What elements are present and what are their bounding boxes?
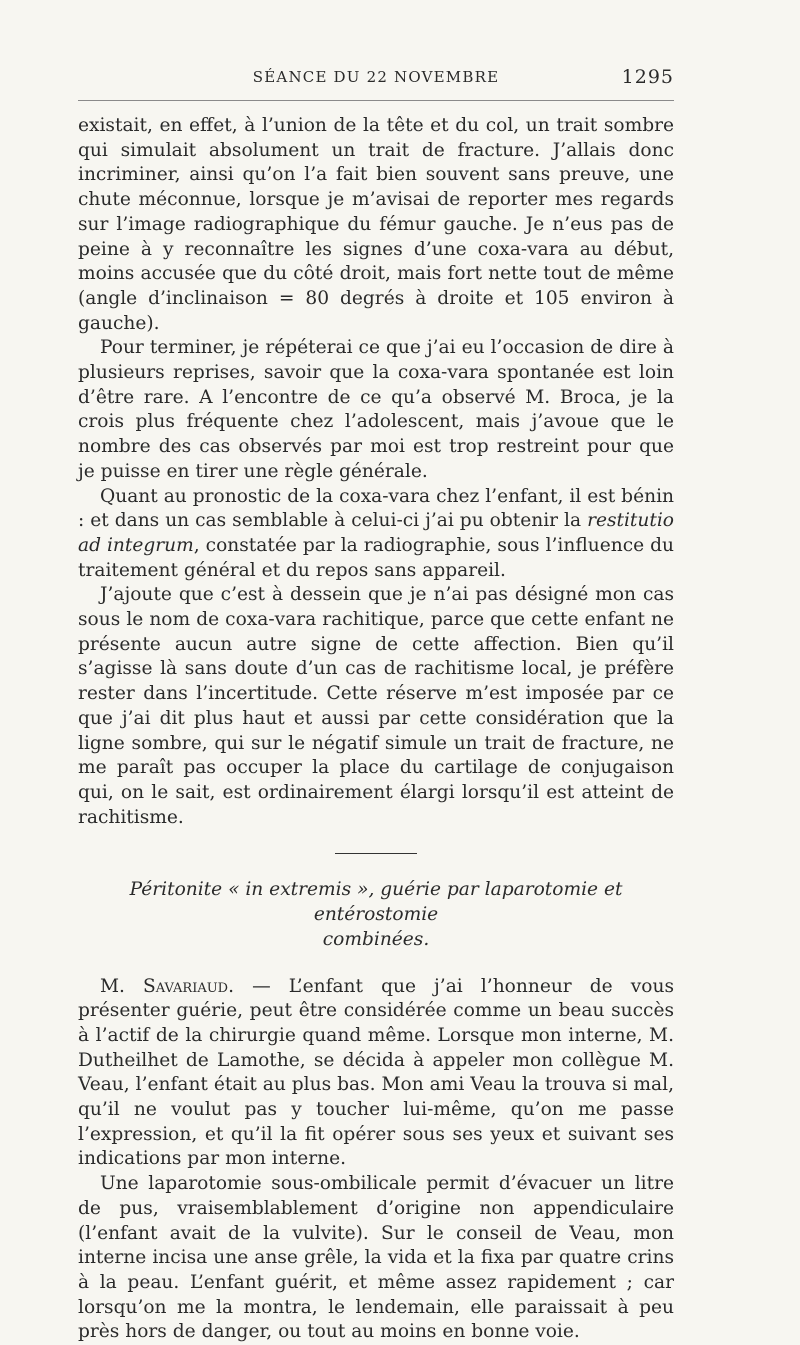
text-run: — L’enfant que j’ai l’honneur de vous présenter guérie, peut être considérée comme un beau succès à l’actif de la chirurgie quand même. Lorsque mon interne, M. Dutheilhet de Lamothe, se décida à appeler mon collègue M. Veau, l’enfant était au plus bas. Mon ami Veau la trouva si mal, qu’il ne voulut pas y toucher lui-même, qu’on me passe l’expression, et qu’il la fit opérer sous ses yeux et suivant ses indications par mon interne.	[78, 975, 674, 1170]
section-divider	[335, 853, 417, 854]
section-title-line: combinées.	[322, 928, 430, 950]
paragraph	[78, 975, 674, 1173]
page-number: 1295	[621, 66, 674, 88]
section-title-line: Péritonite « in extremis », guérie par laparotomie et entérostomie	[129, 879, 623, 926]
header-rule	[78, 100, 674, 101]
running-head	[78, 68, 674, 94]
speaker-name: M. Savariaud.	[100, 975, 235, 997]
paragraph	[78, 485, 674, 584]
body-text	[78, 114, 674, 1345]
latin-phrase: restitutio ad integrum	[78, 510, 674, 556]
paragraph: Pour terminer, je répéterai ce que j’ai eu l’occasion de dire à plusieurs reprises, savoir que la coxa-vara spontanée est loin d’être rare. A l’encontre de ce qu’a observé M. Broca, je la crois plus fréquente chez l’adolescent, mais j’avoue que le nombre des cas observés par moi est trop restreint pour que je puisse en tirer une règle générale.	[78, 337, 674, 482]
running-title: SÉANCE DU 22 NOVEMBRE	[252, 68, 500, 86]
paragraph: Une laparotomie sous-ombilicale permit d’évacuer un litre de pus, vraisemblablement d’origine non appendiculaire (l’enfant avait de la vulvite). Sur le conseil de Veau, mon interne incisa une anse grêle, la vida et la fixa par quatre crins à la peau. L’enfant guérit, et même assez rapidement ; car lorsqu’on me la montra, le lendemain, elle paraissait à peu près hors de danger, ou tout au moins en bonne voie.	[78, 1173, 674, 1343]
text-run: Quant au pronostic de la coxa-vara chez l’enfant, il est bénin : et dans un cas semblable à celui-ci j’ai pu obtenir la	[78, 485, 674, 532]
paragraph: existait, en effet, à l’union de la tête et du col, un trait sombre qui simulait absolument un trait de fracture. J’allais donc incriminer, ainsi qu’on l’a fait bien souvent sans preuve, une chute méconnue, lorsque je m’avisai de reporter mes regards sur l’image radiographique du fémur gauche. Je n’eus pas de peine à y reconnaître les signes d’une coxa-vara au début, moins accusée que du côté droit, mais fort nette tout de même (angle d’inclinaison = 80 degrés à droite et 105 environ à gauche).	[78, 115, 674, 334]
section-title	[78, 878, 674, 952]
page	[78, 68, 674, 1345]
text-run: , constatée par la radiographie, sous l’influence du traitement général et du repos sans appareil.	[78, 534, 674, 581]
paragraph: J’ajoute que c’est à dessein que je n’ai pas désigné mon cas sous le nom de coxa-vara rachitique, parce que cette enfant ne présente aucun autre signe de cette affection. Bien qu’il s’agisse là sans doute d’un cas de rachitisme local, je préfère rester dans l’incertitude. Cette réserve m’est imposée par ce que j’ai dit plus haut et aussi par cette considération que la ligne sombre, qui sur le négatif simule un trait de fracture, ne me paraît pas occuper la place du cartilage de conjugaison qui, on le sait, est ordinairement élargi lorsqu’il est atteint de rachitisme.	[78, 584, 674, 828]
